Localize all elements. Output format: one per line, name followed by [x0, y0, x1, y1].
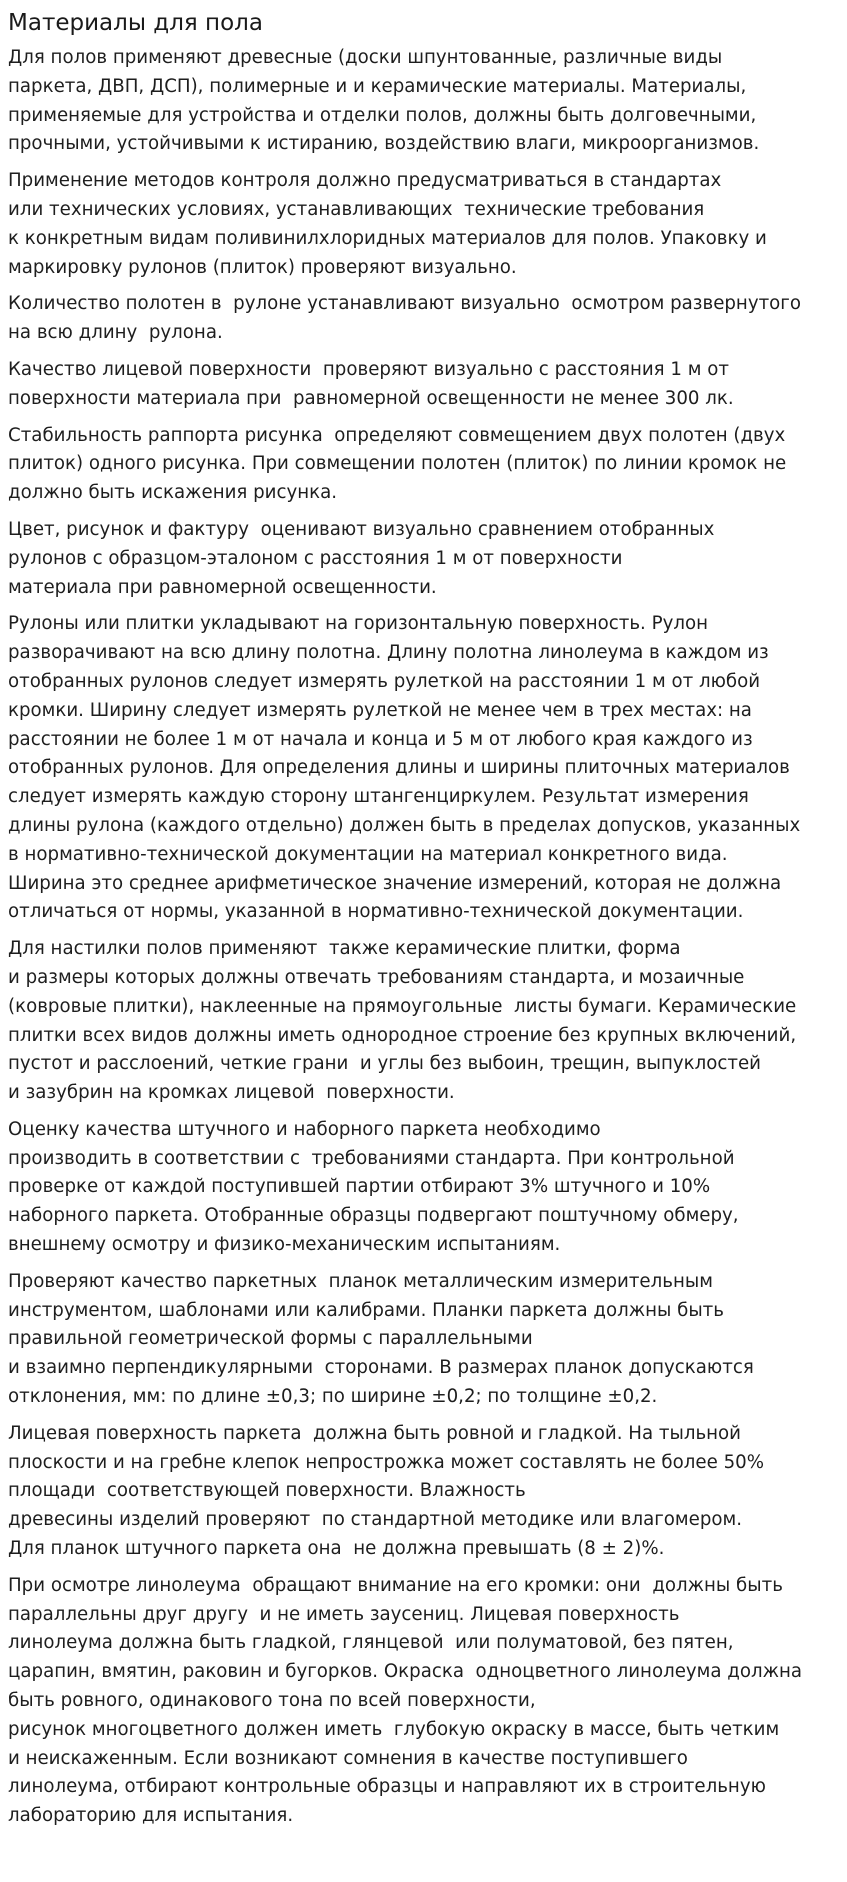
paragraph [8, 1268, 847, 1412]
paragraph-line: отобранных рулонов следует измерять рулеткой на расстоянии 1 м от любой [8, 670, 761, 692]
paragraph-line: следует измерять каждую сторону штангенциркулем. Результат измерения [8, 786, 749, 808]
paragraph [8, 1116, 847, 1260]
paragraph-line: плиток) одного рисунка. При совмещении полотен (плиток) по линии кромок не [8, 453, 787, 475]
paragraph-line: применяемые для устройства и отделки полов, должны быть долговечными, [8, 104, 757, 126]
paragraph [8, 290, 847, 348]
paragraph-line: пустот и расслоений, четкие грани и углы без выбоин, трещин, выпуклостей [8, 1053, 761, 1075]
paragraph [8, 516, 847, 602]
paragraph-line: (ковровые плитки), наклеенные на прямоугольные листы бумаги. Керамические [8, 995, 797, 1017]
paragraph-line: отличаться от нормы, указанной в нормативно-технической документации. [8, 901, 744, 923]
paragraph-line: плоскости и на гребне клепок непрострожка может составлять не более 50% [8, 1451, 764, 1473]
paragraph-line: и зазубрин на кромках лицевой поверхности. [8, 1082, 455, 1104]
paragraph-line: линолеума, отбирают контрольные образцы и направляют их в строительную [8, 1776, 766, 1798]
paragraph-line: лабораторию для испытания. [8, 1805, 294, 1827]
paragraph-line: линолеума должна быть гладкой, глянцевой или полуматовой, без пятен, [8, 1632, 734, 1654]
paragraph [8, 610, 847, 927]
paragraph [8, 935, 847, 1108]
paragraph-line: царапин, вмятин, раковин и бугорков. Окраска одноцветного линолеума должна [8, 1661, 803, 1683]
paragraph-line: Стабильность раппорта рисунка определяют совмещением двух полотен (двух [8, 424, 786, 446]
paragraph-line: и взаимно перпендикулярными сторонами. В размерах планок допускаются [8, 1357, 754, 1379]
document-body [8, 44, 847, 1831]
paragraph [8, 167, 847, 282]
paragraph-line: Рулоны или плитки укладывают на горизонтальную поверхность. Рулон [8, 613, 708, 635]
paragraph-line: Ширина это среднее арифметическое значение измерений, которая не должна [8, 872, 782, 894]
page-title: Материалы для пола [8, 10, 263, 36]
paragraph-line: Количество полотен в рулоне устанавливают визуально осмотром развернутого [8, 293, 801, 315]
paragraph-line: плитки всех видов должны иметь однородное строение без крупных включений, [8, 1024, 797, 1046]
paragraph [8, 1420, 847, 1564]
paragraph-line: и размеры которых должны отвечать требованиям стандарта, и мозаичные [8, 966, 745, 988]
paragraph-line: При осмотре линолеума обращают внимание на его кромки: они должны быть [8, 1574, 783, 1596]
paragraph-line: в нормативно-технической документации на материал конкретного вида. [8, 843, 728, 865]
paragraph-line: разворачивают на всю длину полотна. Длину полотна линолеума в каждом из [8, 642, 769, 664]
paragraph-line: или технических условиях, устанавливающих технические требования [8, 198, 705, 220]
paragraph [8, 44, 847, 159]
paragraph-line: кромки. Ширину следует измерять рулеткой не менее чем в трех местах: на [8, 699, 752, 721]
paragraph-line: Оценку качества штучного и наборного паркета необходимо [8, 1118, 601, 1140]
paragraph-line: расстоянии не более 1 м от начала и конца и 5 м от любого края каждого из [8, 728, 753, 750]
paragraph-line: рисунок многоцветного должен иметь глубокую окраску в массе, быть четким [8, 1718, 780, 1740]
paragraph-line: маркировку рулонов (плиток) проверяют визуально. [8, 256, 517, 278]
paragraph-line: длины рулона (каждого отдельно) должен быть в пределах допусков, указанных [8, 814, 801, 836]
paragraph-line: отобранных рулонов. Для определения длины и ширины плиточных материалов [8, 757, 790, 779]
paragraph-line: Для планок штучного паркета она не должна превышать (8 ± 2)%. [8, 1538, 665, 1560]
paragraph-line: к конкретным видам поливинилхлоридных материалов для полов. Упаковку и [8, 227, 767, 249]
paragraph [8, 1572, 847, 1831]
paragraph-line: параллельны друг другу и не иметь заусениц. Лицевая поверхность [8, 1603, 680, 1625]
paragraph-line: наборного паркета. Отобранные образцы подвергают поштучному обмеру, [8, 1205, 739, 1227]
paragraph-line: материала при равномерной освещенности. [8, 576, 437, 598]
paragraph-line: быть ровного, одинакового тона по всей поверхности, [8, 1690, 536, 1712]
paragraph-line: рулонов с образцом-эталоном с расстояния 1 м от поверхности [8, 547, 623, 569]
paragraph-line: Проверяют качество паркетных планок металлическим измерительным [8, 1270, 713, 1292]
paragraph-line: правильной геометрической формы с параллельными [8, 1328, 533, 1350]
paragraph-line: инструментом, шаблонами или калибрами. Планки паркета должны быть [8, 1299, 724, 1321]
paragraph-line: должно быть искажения рисунка. [8, 482, 338, 504]
paragraph-line: внешнему осмотру и физико-механическим испытаниям. [8, 1234, 561, 1256]
paragraph [8, 356, 847, 414]
paragraph-line: Цвет, рисунок и фактуру оценивают визуально сравнением отобранных [8, 518, 715, 540]
paragraph-line: проверке от каждой поступившей партии отбирают 3% штучного и 10% [8, 1176, 711, 1198]
paragraph-line: производить в соответствии с требованиями стандарта. При контрольной [8, 1147, 735, 1169]
paragraph-line: прочными, устойчивыми к истиранию, воздействию влаги, микроорганизмов. [8, 133, 760, 155]
paragraph-line: древесины изделий проверяют по стандартной методике или влагомером. [8, 1509, 742, 1531]
paragraph-line: площади соответствующей поверхности. Влажность [8, 1480, 526, 1502]
paragraph-line: Качество лицевой поверхности проверяют визуально с расстояния 1 м от [8, 358, 729, 380]
paragraph-line: Применение методов контроля должно предусматриваться в стандартах [8, 170, 722, 192]
paragraph-line: Для настилки полов применяют также керамические плитки, форма [8, 938, 681, 960]
paragraph-line: поверхности материала при равномерной освещенности не менее 300 лк. [8, 387, 734, 409]
paragraph-line: паркета, ДВП, ДСП), полимерные и и керамические материалы. Материалы, [8, 75, 747, 97]
paragraph-line: Для полов применяют древесные (доски шпунтованные, различные виды [8, 47, 723, 68]
paragraph-line: отклонения, мм: по длине ±0,3; по ширине ±0,2; по толщине ±0,2. [8, 1386, 658, 1408]
paragraph-line: и неискаженным. Если возникают сомнения в качестве поступившего [8, 1747, 688, 1769]
paragraph-line: Лицевая поверхность паркета должна быть ровной и гладкой. На тыльной [8, 1422, 742, 1444]
paragraph-line: на всю длину рулона. [8, 322, 223, 344]
paragraph [8, 422, 847, 508]
